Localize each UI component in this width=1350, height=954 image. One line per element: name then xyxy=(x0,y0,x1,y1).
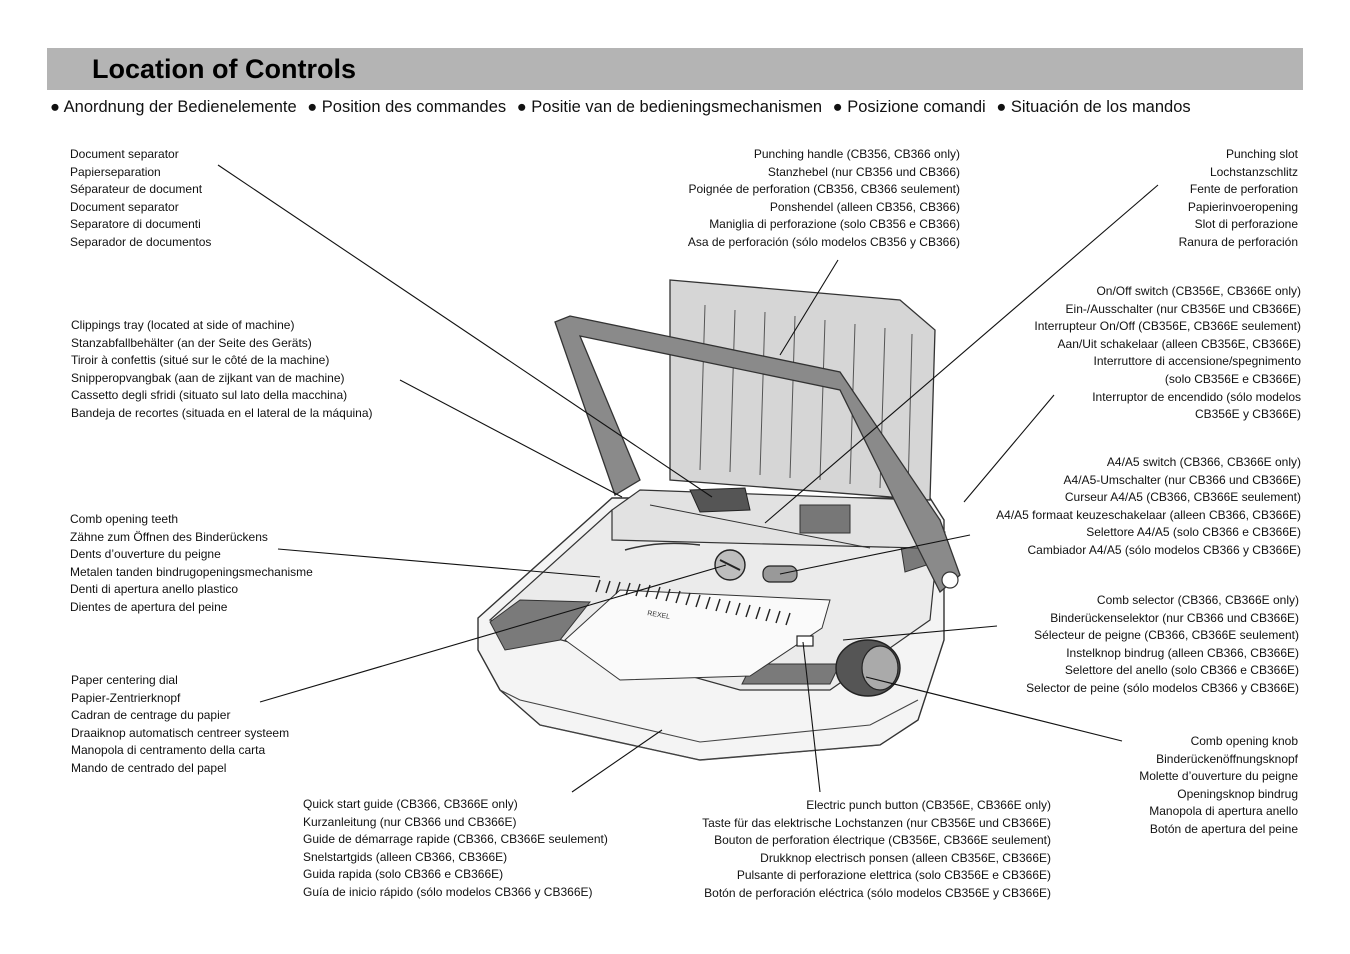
subtitle-fr: ● Position des commandes xyxy=(307,98,507,116)
subtitle-de: ● Anordnung der Bedienelemente xyxy=(50,98,297,116)
subtitle-es: ● Situación de los mandos xyxy=(996,98,1191,116)
label-comb-opening-knob: Comb opening knob Binderückenöffnungsknopf Molette d’ouverture du peigne Openingsknop bindrug Manopola di apertura anello Botón de apertura del peine xyxy=(1139,734,1298,836)
label-document-separator: Document separator Papierseparation Séparateur de document Document separator Separatore di documenti Separador de documentos xyxy=(70,147,212,249)
label-punching-slot: Punching slot Lochstanzschlitz Fente de perforation Papierinvoeropening Slot di perforazione Ranura de perforación xyxy=(1178,147,1298,249)
label-electric-punch-button: Electric punch button (CB356E, CB366E only) Taste für das elektrische Lochstanzen (nur CB356E und CB366E) Bouton de perforation électrique (CB356E, CB366E seulement) Drukknop electrisch ponsen (alleen CB356E, CB366E) Pulsante di perforazione elettrica (solo CB356E e CB366E) Botón de perforación eléctrica (sólo modelos CB356E y CB366E) xyxy=(702,798,1051,900)
label-quick-start-guide: Quick start guide (CB366, CB366E only) Kurzanleitung (nur CB366 und CB366E) Guide de démarrage rapide (CB366, CB366E seulement) Snelstartgids (alleen CB366, CB366E) Guida rapida (solo CB366 e CB366E) Guía de inicio rápido (sólo modelos CB366 y CB366E) xyxy=(303,797,608,899)
label-on-off-switch: On/Off switch (CB356E, CB366E only) Ein-/Ausschalter (nur CB356E und CB366E) Interrupteur On/Off (CB356E, CB366E seulement) Aan/Uit schakelaar (alleen CB356E, CB366E) Interruttore di accensione/spegnimento (solo CB356E e CB366E) Interruptor de encendido (sólo modelos CB356E y CB366E) xyxy=(1034,284,1301,422)
label-paper-centering-dial: Paper centering dial Papier-Zentrierknopf Cadran de centrage du papier Draaiknop automatisch centreer systeem Manopola di centramento della carta Mando de centrado del papel xyxy=(71,673,290,775)
label-comb-opening-teeth: Comb opening teeth Zähne zum Öffnen des Binderückens Dents d’ouverture du peigne Metalen tanden bindrugopeningsmechanisme Denti di apertura anello plastico Dientes de apertura del peine xyxy=(70,512,313,614)
subtitle-nl: ● Positie van de bedieningsmechanismen xyxy=(516,98,823,116)
brand-mark: REXEL xyxy=(646,610,671,621)
page-title: Location of Controls xyxy=(92,54,356,84)
subtitle-it: ● Posizione comandi xyxy=(832,98,986,116)
label-clippings-tray: Clippings tray (located at side of machine) Stanzabfallbehälter (an der Seite des Geräts) Tiroir à confettis (situé sur le côté de la machine) Snipperopvangbak (aan de zijkant van de machine) Cassetto degli sfridi (situato sul lato della macchina) Bandeja de recortes (situada en el lateral de la máquina) xyxy=(71,318,373,420)
label-comb-selector: Comb selector (CB366, CB366E only) Binderückenselektor (nur CB366 und CB366E) Sélecteur de peigne (CB366, CB366E seulement) Instelknop bindrug (alleen CB366, CB366E) Selettore del anello (solo CB366 e CB366E) Selector de peine (sólo modelos CB366 y CB366E) xyxy=(1026,593,1299,695)
label-punching-handle: Punching handle (CB356, CB366 only) Stanzhebel (nur CB356 und CB366) Poignée de perforation (CB356, CB366 seulement) Ponshendel (alleen CB356, CB366) Maniglia di perforazione (solo CB356 e CB366) Asa de perforación (sólo modelos CB356 y CB366) xyxy=(687,147,960,249)
label-a4-a5-switch: A4/A5 switch (CB366, CB366E only) A4/A5-Umschalter (nur CB366 und CB366E) Curseur A4/A5 (CB366, CB366E seulement) A4/A5 formaat keuzeschakelaar (alleen CB366, CB366E) Selettore A4/A5 (solo CB366 e CB366E) Cambiador A4/A5 (sólo modelos CB366 y CB366E) xyxy=(996,455,1301,557)
